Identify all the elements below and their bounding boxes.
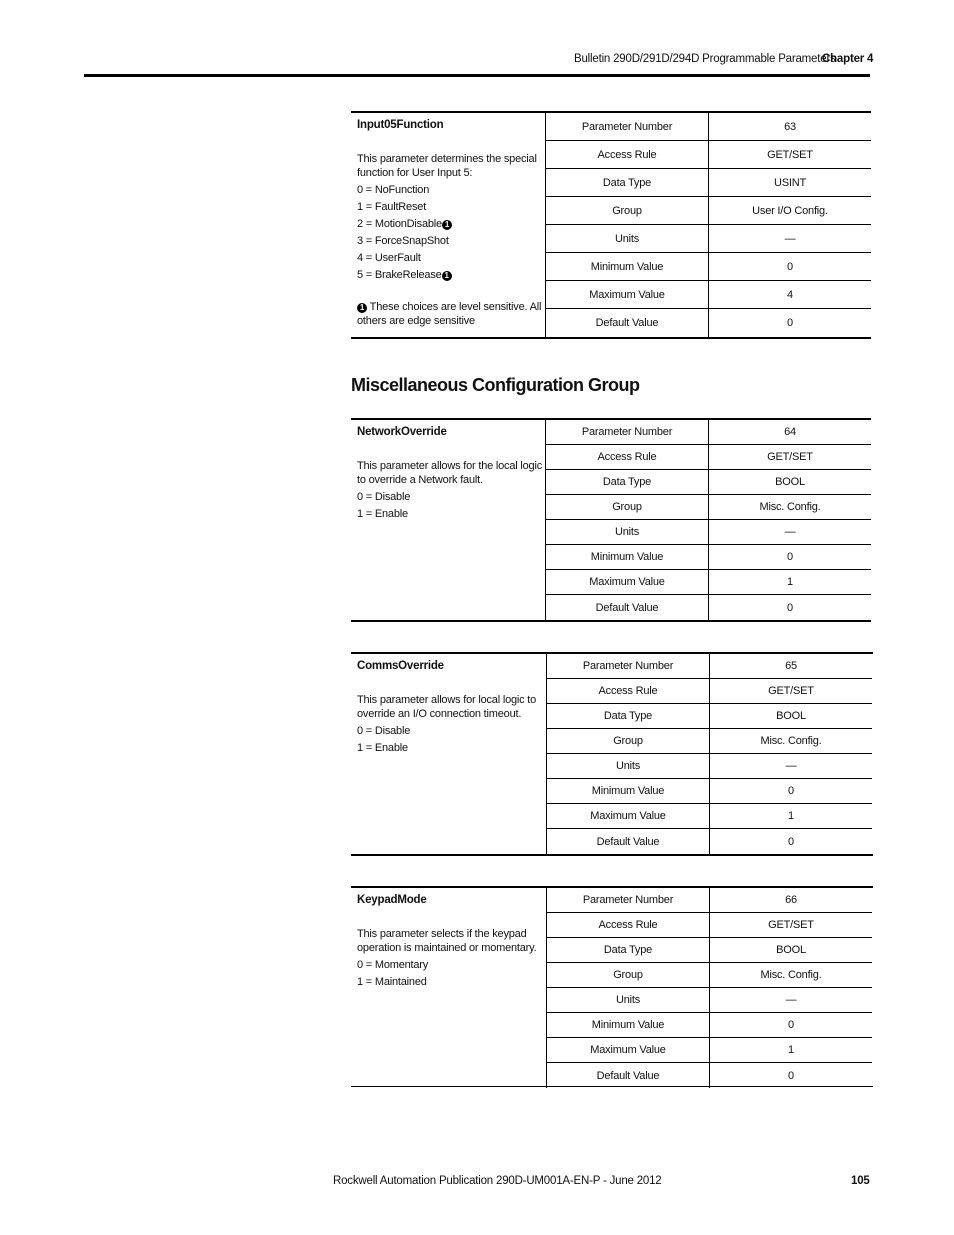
- prop-row-group: [547, 963, 872, 988]
- prop-label: Default Value: [546, 595, 709, 620]
- param-option: 1 = Enable: [357, 508, 408, 520]
- param-name: KeypadMode: [357, 894, 427, 906]
- header-bulletin-title: Bulletin 290D/291D/294D Programmable Parameters: [574, 53, 836, 65]
- prop-label: Minimum Value: [547, 1013, 710, 1037]
- prop-row-min-value: [547, 1013, 872, 1038]
- param-name: Input05Function: [357, 119, 444, 131]
- prop-value: Misc. Config.: [760, 969, 822, 981]
- param-description-cell: [351, 654, 545, 757]
- param-option: 3 = ForceSnapShot: [357, 235, 449, 247]
- prop-label: Group: [547, 729, 710, 753]
- prop-row-max-value: [547, 804, 872, 829]
- prop-value: 64: [784, 426, 796, 438]
- footnote-marker-icon: 1: [442, 271, 452, 281]
- param-option: 0 = NoFunction: [357, 184, 430, 196]
- param-description-cell: [351, 113, 545, 328]
- param-option: 0 = Disable: [357, 491, 411, 503]
- param-description: This parameter determines the special function for User Input 5:: [357, 153, 537, 179]
- prop-label: Data Type: [547, 704, 710, 728]
- prop-row-param-number: [547, 654, 872, 679]
- param-properties-table: [546, 888, 872, 1088]
- option-text: 5 = BrakeRelease: [357, 269, 442, 281]
- prop-label: Units: [546, 225, 709, 252]
- prop-row-default-value: [547, 829, 872, 854]
- param-name: CommsOverride: [357, 660, 444, 672]
- prop-row-access-rule: [547, 679, 872, 704]
- param-description: This parameter selects if the keypad operation is maintained or momentary.: [357, 928, 537, 954]
- prop-value: GET/SET: [768, 685, 814, 697]
- param-option: 0 = Momentary: [357, 959, 429, 971]
- prop-label: Access Rule: [547, 913, 710, 937]
- section-heading: Miscellaneous Configuration Group: [351, 375, 640, 395]
- prop-label: Access Rule: [547, 679, 710, 703]
- prop-row-group: [546, 197, 871, 225]
- prop-label: Default Value: [546, 309, 709, 337]
- prop-value: 0: [788, 785, 794, 797]
- prop-value: Misc. Config.: [760, 735, 822, 747]
- prop-value: 0: [788, 835, 794, 848]
- param-option: 1 = Maintained: [357, 976, 427, 988]
- prop-value: 1: [788, 1044, 794, 1056]
- param-option: [357, 267, 545, 284]
- prop-label: Maximum Value: [547, 1038, 710, 1062]
- prop-label: Maximum Value: [546, 570, 709, 594]
- header-chapter-label: Chapter 4: [822, 53, 874, 65]
- prop-row-max-value: [546, 281, 871, 309]
- prop-value: GET/SET: [767, 148, 813, 161]
- prop-value: —: [785, 994, 797, 1006]
- prop-row-min-value: [546, 545, 871, 570]
- param-description-cell: [351, 888, 545, 991]
- prop-row-group: [547, 729, 872, 754]
- prop-row-access-rule: [546, 445, 871, 470]
- prop-value: 1: [788, 810, 794, 822]
- prop-value: 0: [787, 317, 793, 329]
- param-block-commsoverride: [351, 652, 873, 856]
- prop-label: Data Type: [547, 938, 710, 962]
- prop-value: —: [785, 760, 797, 772]
- prop-row-units: [547, 988, 872, 1013]
- param-block-input05function: [351, 111, 871, 339]
- footnote-marker-icon: 1: [442, 220, 452, 230]
- prop-value: 1: [787, 576, 793, 588]
- prop-row-units: [547, 754, 872, 779]
- param-option: 1 = FaultReset: [357, 201, 427, 213]
- prop-label: Default Value: [547, 829, 710, 854]
- param-description-cell: [351, 420, 545, 523]
- prop-value: BOOL: [775, 476, 805, 488]
- param-description: This parameter allows for the local logic to override a Network fault.: [357, 460, 542, 486]
- prop-row-default-value: [546, 309, 871, 337]
- prop-value: GET/SET: [768, 919, 814, 931]
- prop-label: Parameter Number: [547, 654, 710, 678]
- prop-label: Units: [546, 520, 709, 544]
- prop-label: Data Type: [546, 169, 709, 196]
- prop-label: Minimum Value: [546, 545, 709, 569]
- prop-label: Minimum Value: [547, 779, 710, 803]
- param-option: [357, 216, 545, 233]
- param-name: NetworkOverride: [357, 426, 447, 438]
- prop-row-min-value: [547, 779, 872, 804]
- param-properties-table: [546, 654, 872, 854]
- prop-row-param-number: [546, 420, 871, 445]
- footnote-marker-icon: 1: [357, 303, 367, 313]
- prop-label: Minimum Value: [546, 253, 709, 280]
- prop-value: —: [784, 232, 796, 245]
- prop-label: Parameter Number: [547, 888, 710, 912]
- prop-value: User I/O Config.: [752, 204, 828, 217]
- prop-label: Units: [547, 988, 710, 1012]
- param-footnote: [357, 300, 545, 328]
- prop-value: BOOL: [776, 944, 806, 956]
- prop-label: Maximum Value: [546, 281, 709, 308]
- prop-value: BOOL: [776, 710, 806, 722]
- prop-row-data-type: [546, 169, 871, 197]
- prop-value: 65: [785, 660, 797, 672]
- prop-row-access-rule: [546, 141, 871, 169]
- prop-row-units: [546, 225, 871, 253]
- param-block-keypadmode: [351, 886, 873, 1087]
- prop-value: 0: [788, 1069, 794, 1082]
- prop-value: 0: [787, 551, 793, 563]
- param-description: This parameter allows for local logic to override an I/O connection timeout.: [357, 694, 537, 720]
- prop-value: USINT: [773, 176, 806, 189]
- param-properties-table: [545, 420, 871, 620]
- prop-label: Maximum Value: [547, 804, 710, 828]
- prop-value: 66: [785, 894, 797, 906]
- prop-label: Group: [546, 495, 709, 519]
- prop-label: Parameter Number: [546, 113, 709, 140]
- prop-row-data-type: [546, 470, 871, 495]
- prop-label: Group: [546, 197, 709, 224]
- prop-row-access-rule: [547, 913, 872, 938]
- prop-value: 0: [787, 260, 793, 273]
- prop-row-data-type: [547, 938, 872, 963]
- footnote-text: These choices are level sensitive. All others are edge sensitive: [357, 301, 542, 327]
- prop-label: Default Value: [547, 1063, 710, 1088]
- prop-label: Units: [547, 754, 710, 778]
- prop-label: Parameter Number: [546, 420, 709, 444]
- param-option: 4 = UserFault: [357, 252, 421, 264]
- prop-value: —: [784, 526, 796, 538]
- header-rule: [84, 74, 870, 77]
- param-option: 1 = Enable: [357, 742, 408, 754]
- prop-value: Misc. Config.: [759, 501, 821, 513]
- prop-value: 4: [787, 288, 793, 301]
- prop-label: Data Type: [546, 470, 709, 494]
- prop-label: Access Rule: [546, 141, 709, 168]
- prop-row-min-value: [546, 253, 871, 281]
- prop-row-param-number: [547, 888, 872, 913]
- prop-row-param-number: [546, 113, 871, 141]
- param-block-networkoverride: [351, 418, 871, 622]
- prop-value: 0: [788, 1019, 794, 1031]
- prop-row-data-type: [547, 704, 872, 729]
- prop-row-max-value: [546, 570, 871, 595]
- prop-row-units: [546, 520, 871, 545]
- option-text: 2 = MotionDisable: [357, 218, 442, 230]
- prop-row-default-value: [547, 1063, 872, 1088]
- prop-row-max-value: [547, 1038, 872, 1063]
- prop-row-default-value: [546, 595, 871, 620]
- param-option: 0 = Disable: [357, 725, 411, 737]
- prop-row-group: [546, 495, 871, 520]
- prop-value: GET/SET: [767, 451, 813, 463]
- prop-label: Access Rule: [546, 445, 709, 469]
- param-properties-table: [545, 113, 871, 337]
- prop-value: 0: [787, 601, 793, 614]
- prop-label: Group: [547, 963, 710, 987]
- prop-value: 63: [784, 120, 796, 133]
- page-number: 105: [851, 1175, 870, 1187]
- footer-publication: Rockwell Automation Publication 290D-UM001A-EN-P - June 2012: [333, 1175, 662, 1187]
